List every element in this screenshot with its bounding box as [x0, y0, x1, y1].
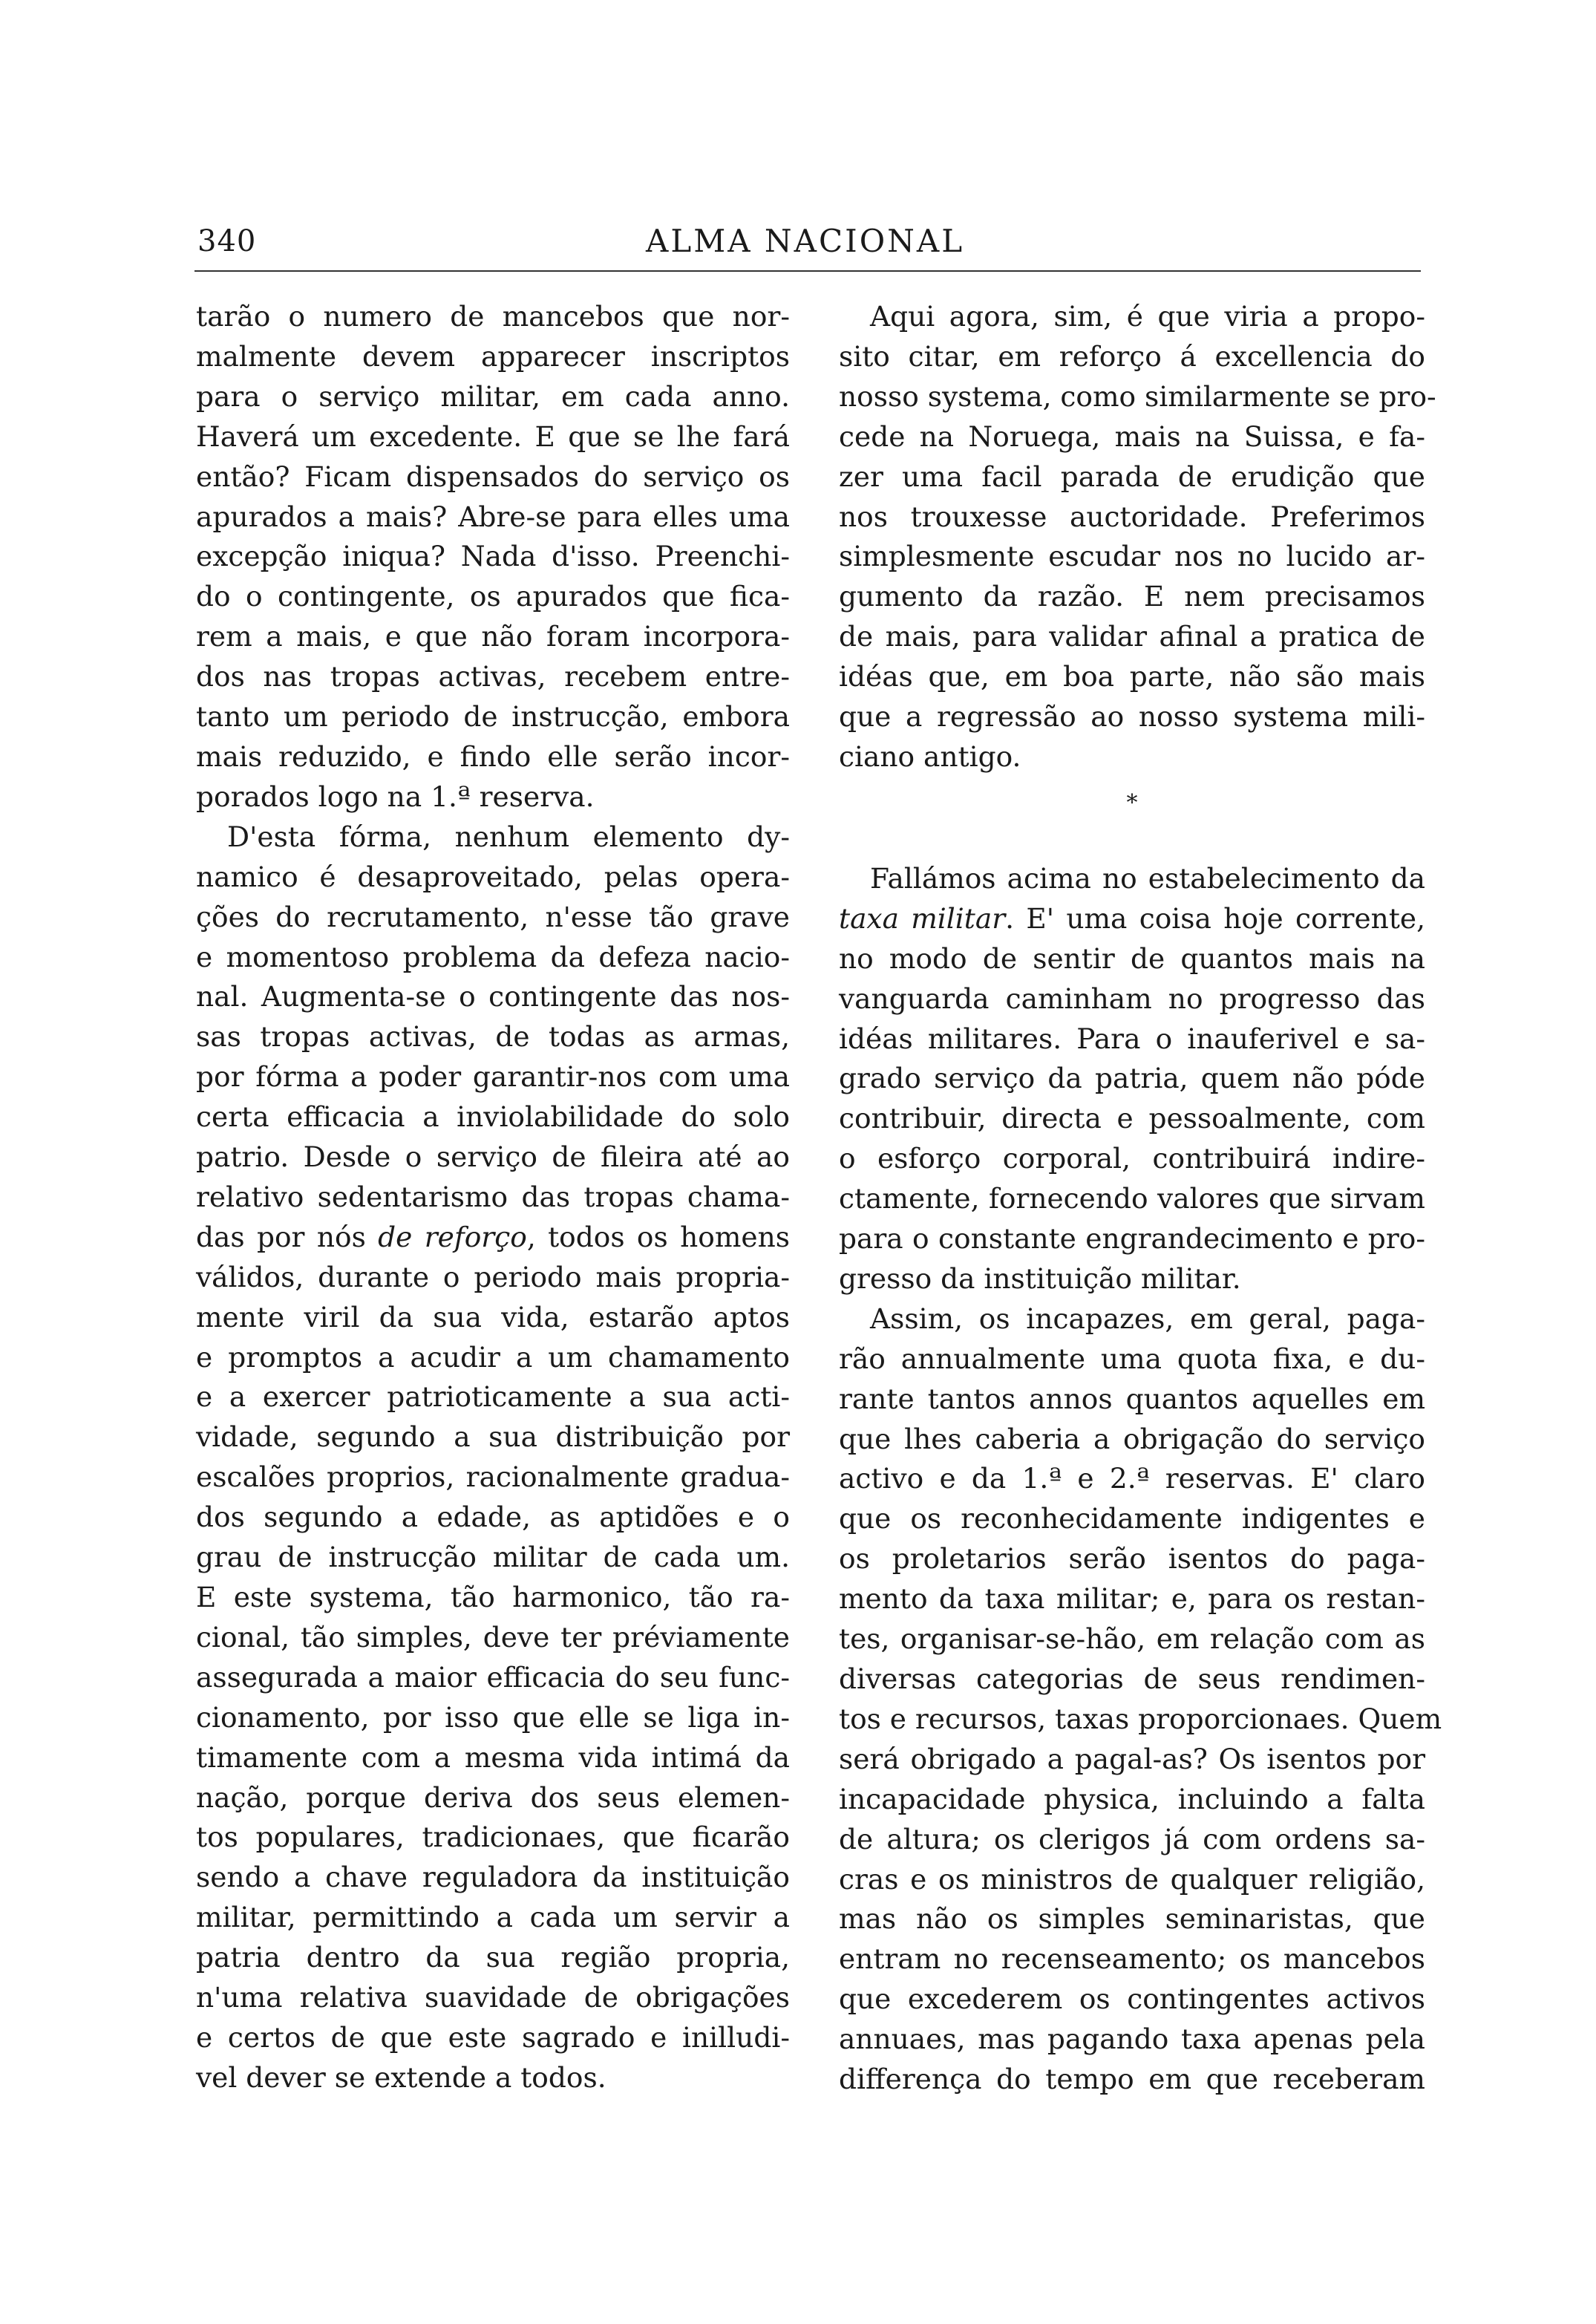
italic-phrase: de reforço: [378, 1220, 527, 1253]
text-line: nal. Augmenta-se o contingente das nos-: [196, 980, 790, 1014]
text-line: D'esta fórma, nenhum elemento dy-: [227, 820, 790, 853]
text-line: relativo sedentarismo das tropas chama-: [196, 1180, 790, 1213]
text-line: nação, porque deriva dos seus elemen-: [196, 1780, 790, 1814]
text-line: annuaes, mas pagando taxa apenas pela: [839, 2023, 1425, 2056]
text-line: tarão o numero de mancebos que nor-: [196, 300, 790, 333]
text-line: dos segundo a edade, as aptidões e o: [196, 1501, 790, 1534]
text-line: tos populares, tradicionaes, que ficarão: [196, 1821, 790, 1854]
text-line: para o serviço militar, em cada anno.: [196, 379, 790, 413]
text-line: E este systema, tão harmonico, tão ra-: [196, 1581, 790, 1613]
text-line: e momentoso problema da defeza nacio-: [196, 940, 790, 973]
text-line: sas tropas activas, de todas as armas,: [196, 1020, 790, 1054]
text-line: vel dever se extende a todos.: [196, 2060, 606, 2094]
text-line: porados logo na 1.ª reserva.: [196, 780, 595, 813]
text-line: tes, organisar-se-hão, em relação com as: [839, 1622, 1425, 1656]
text-segment: das por nós: [196, 1220, 379, 1253]
text-line: malmente devem apparecer inscriptos: [196, 339, 790, 373]
text-line: então? Ficam dispensados do serviço os: [196, 460, 790, 493]
text-line: [839, 899, 1425, 939]
text-line: rem a mais, e que não foram incorpora-: [196, 620, 790, 653]
text-line: dos nas tropas activas, recebem entre-: [196, 660, 790, 693]
text-line: idéas que, em boa parte, não são mais: [839, 660, 1425, 693]
text-line: tos e recursos, taxas proporcionaes. Quem: [839, 1702, 1442, 1735]
text-line: os proletarios serão isentos do paga-: [839, 1542, 1425, 1576]
text-line: cras e os ministros de qualquer religião,: [839, 1862, 1425, 1896]
text-line: que os reconhecidamente indigentes e: [839, 1502, 1425, 1535]
text-line: mais reduzido, e findo elle serão incor-: [196, 740, 790, 773]
text-line: simplesmente escudar nos no lucido ar-: [839, 540, 1425, 573]
text-line: sito citar, em reforço á excellencia do: [839, 339, 1425, 373]
text-line: por fórma a poder garantir-nos com uma: [196, 1060, 790, 1094]
text-line: ções do recrutamento, n'esse tão grave: [196, 900, 790, 933]
left-column: [196, 297, 790, 2098]
text-line: de mais, para validar afinal a pratica de: [839, 620, 1425, 653]
text-line: vidade, segundo a sua distribuição por: [196, 1420, 790, 1454]
text-line: no modo de sentir de quantos mais na: [839, 941, 1425, 975]
text-line: de altura; os clerigos já com ordens sa-: [839, 1822, 1425, 1855]
text-line: que excederem os contingentes activos: [839, 1982, 1425, 2016]
text-segment: . E' uma coisa hoje corrente,: [1005, 901, 1426, 935]
text-line: Assim, os incapazes, em geral, paga-: [870, 1302, 1425, 1335]
text-line: e certos de que este sagrado e inilludi-: [196, 2020, 790, 2054]
text-line: incapacidade physica, incluindo a falta: [839, 1782, 1425, 1815]
text-line: grau de instrucção militar de cada um.: [196, 1541, 790, 1574]
text-line: o esforço corporal, contribuirá indire-: [839, 1142, 1425, 1175]
text-line: e a exercer patrioticamente a sua acti-: [196, 1380, 790, 1414]
text-line: grado serviço da patria, quem não póde: [839, 1062, 1425, 1095]
text-line: que lhes caberia a obrigação do serviço: [839, 1422, 1425, 1455]
text-line: e promptos a acudir a um chamamento: [196, 1340, 790, 1374]
text-line: ctamente, fornecendo valores que sirvam: [839, 1182, 1425, 1215]
text-line: cional, tão simples, deve ter préviamente: [196, 1620, 790, 1654]
text-line: timamente com a mesma vida intimá da: [196, 1740, 790, 1774]
text-line: contribuir, directa e pessoalmente, com: [839, 1102, 1425, 1135]
text-line: sendo a chave reguladora da instituição: [196, 1861, 790, 1894]
text-line: escalões proprios, racionalmente gradua-: [196, 1460, 790, 1494]
text-line: para o constante engrandecimento e pro-: [839, 1222, 1425, 1256]
text-line: patrio. Desde o serviço de fileira até ao: [196, 1140, 790, 1174]
header-rule: [194, 270, 1421, 272]
text-line: Haverá um excedente. E que se lhe fará: [196, 420, 790, 453]
text-line: Aqui agora, sim, é que viria a propo-: [870, 300, 1425, 333]
text-line: apurados a mais? Abre-se para elles uma: [196, 500, 790, 533]
text-segment: , todos os homens: [526, 1220, 790, 1253]
text-line: cede na Noruega, mais na Suissa, e fa-: [839, 420, 1425, 453]
text-line: mente viril da sua vida, estarão aptos: [196, 1300, 790, 1334]
section-break-asterisk: *: [1126, 789, 1138, 816]
text-line: n'uma relativa suavidade de obrigações: [196, 1981, 790, 2014]
text-line: zer uma facil parada de erudição que: [839, 460, 1425, 493]
text-line: diversas categorias de seus rendimen-: [839, 1662, 1425, 1695]
text-line: patria dentro da sua região propria,: [196, 1941, 790, 1974]
italic-phrase: taxa militar: [839, 901, 1006, 935]
text-line: certa efficacia a inviolabilidade do solo: [196, 1100, 790, 1134]
text-line: que a regressão ao nosso systema mili-: [839, 700, 1425, 734]
text-line: namico é desaproveitado, pelas opera-: [196, 860, 790, 893]
text-line: será obrigado a pagal-as? Os isentos por: [839, 1742, 1425, 1775]
text-line: cionamento, por isso que elle se liga in-: [196, 1700, 790, 1734]
text-line: tanto um periodo de instrucção, embora: [196, 700, 790, 734]
text-line: ciano antigo.: [839, 740, 1021, 773]
text-line: gresso da instituição militar.: [839, 1261, 1241, 1295]
text-line: nosso systema, como similarmente se pro-: [839, 379, 1436, 413]
text-line: do o contingente, os apurados que fica-: [196, 580, 790, 613]
running-title: ALMA NACIONAL: [646, 223, 965, 259]
text-line: militar, permittindo a cada um servir a: [196, 1901, 790, 1934]
text-line: rante tantos annos quantos aquelles em: [839, 1382, 1425, 1415]
text-line: entram no recenseamento; os mancebos: [839, 1942, 1425, 1976]
text-line: mento da taxa militar; e, para os restan-: [839, 1582, 1425, 1616]
text-line: assegurada a maior efficacia do seu func-: [196, 1660, 790, 1694]
text-line: excepção iniqua? Nada d'isso. Preenchi-: [196, 540, 790, 573]
text-line: activo e da 1.ª e 2.ª reservas. E' claro: [839, 1462, 1425, 1495]
text-line: mas não os simples seminaristas, que: [839, 1902, 1425, 1936]
text-line: idéas militares. Para o inauferivel e sa-: [839, 1022, 1425, 1055]
text-line: nos trouxesse auctoridade. Preferimos: [839, 500, 1425, 533]
text-line: Fallámos acima no estabelecimento da: [870, 861, 1425, 895]
text-line: [196, 1218, 790, 1258]
page-number: 340: [197, 224, 257, 258]
text-line: rão annualmente uma quota fixa, e du-: [839, 1342, 1425, 1375]
text-line: válidos, durante o periodo mais propria-: [196, 1260, 790, 1293]
text-line: gumento da razão. E nem precisamos: [839, 580, 1425, 613]
text-line: vanguarda caminham no progresso das: [839, 982, 1425, 1015]
text-line: differença do tempo em que receberam: [839, 2063, 1425, 2096]
right-column: [839, 297, 1442, 2100]
